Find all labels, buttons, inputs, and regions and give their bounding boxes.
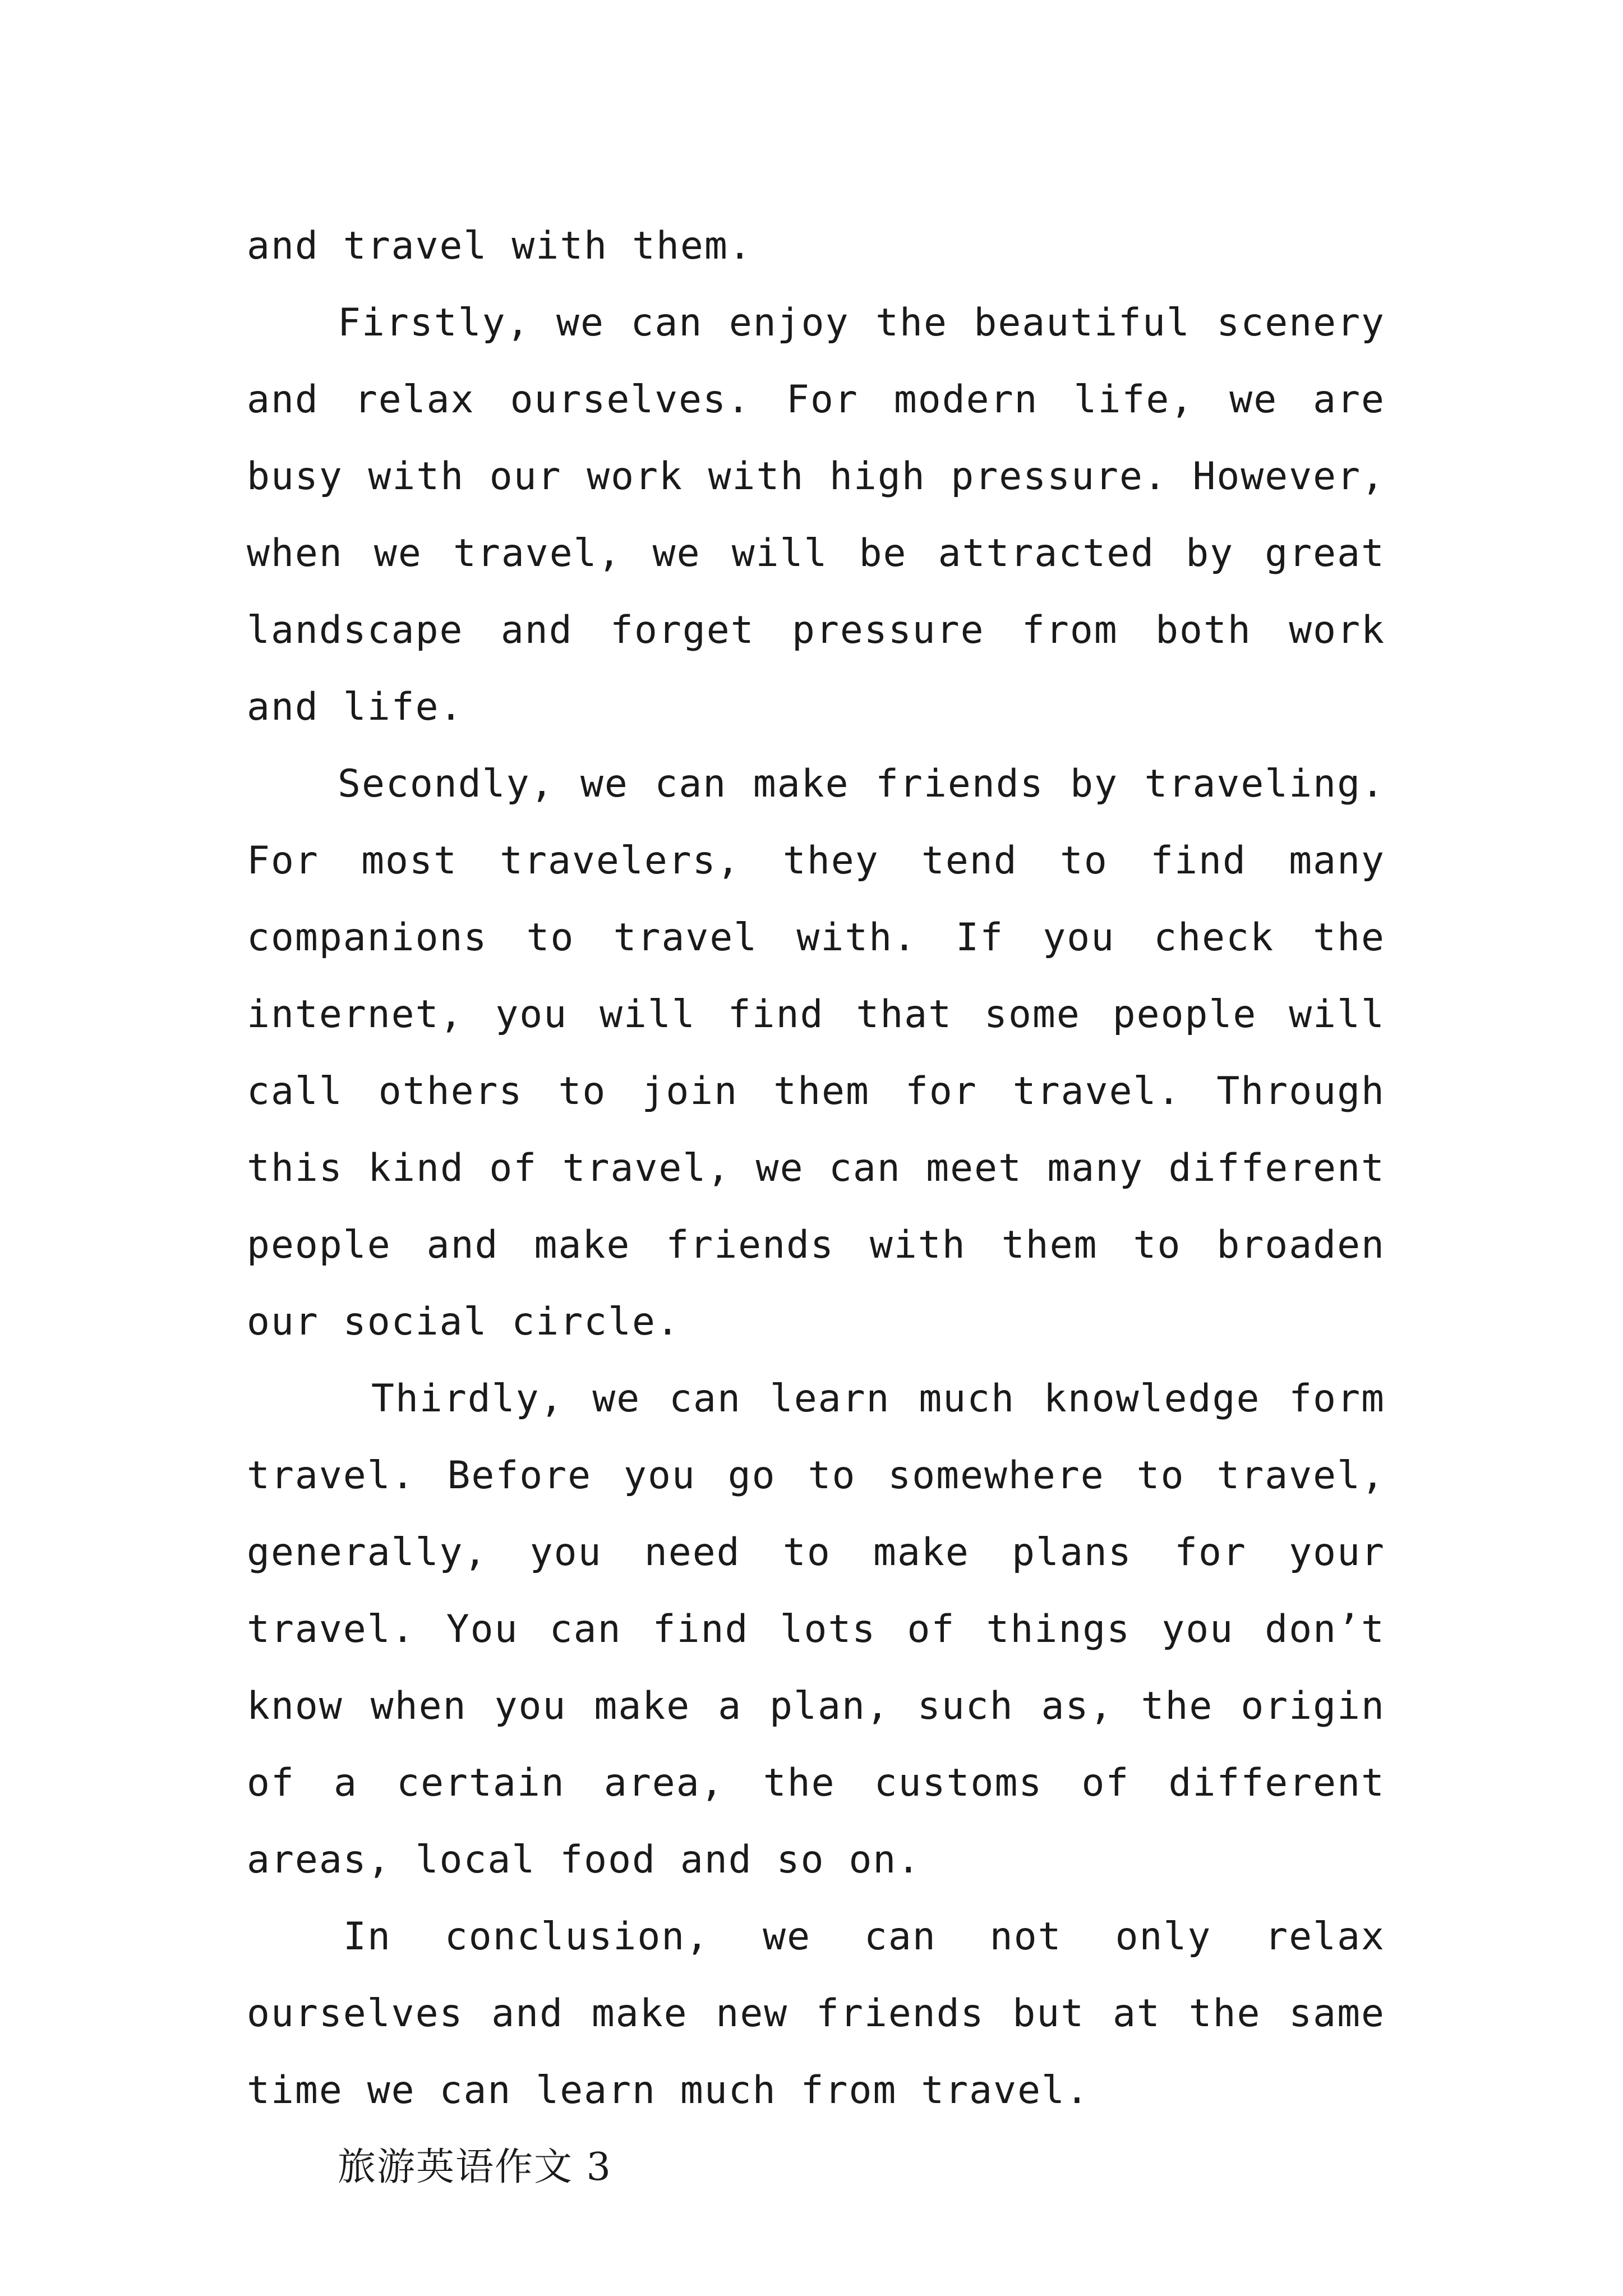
section-heading: 旅游英语作文 3 bbox=[338, 2145, 612, 2189]
paragraph-firstly: Firstly, we can enjoy the beautiful scenery and relax ourselves. For modern life, we are busy with our work with high pressure. However, when we travel, we will be attracted by great landscape and forget pressure from both work and life. bbox=[247, 301, 1385, 729]
paragraph-continuation: and travel with them. bbox=[247, 224, 753, 268]
essay-body bbox=[247, 208, 1385, 2206]
paragraph-secondly: Secondly, we can make friends by traveling. For most travelers, they tend to find many companions to travel with. If you check the internet, you will find that some people will call others to join them for travel. Through this kind of travel, we can meet many different people and make friends with them to broaden our social circle. bbox=[247, 762, 1385, 1344]
paragraph-conclusion: In conclusion, we can not only relax ourselves and make new friends but at the same time we can learn much from travel. bbox=[247, 1915, 1385, 2113]
paragraph-thirdly: Thirdly, we can learn much knowledge form travel. Before you go to somewhere to travel, generally, you need to make plans for your travel. You can find lots of things you don’t know when you make a plan, such as, the origin of a certain area, the customs of different areas, local food and so on. bbox=[247, 1377, 1385, 1882]
